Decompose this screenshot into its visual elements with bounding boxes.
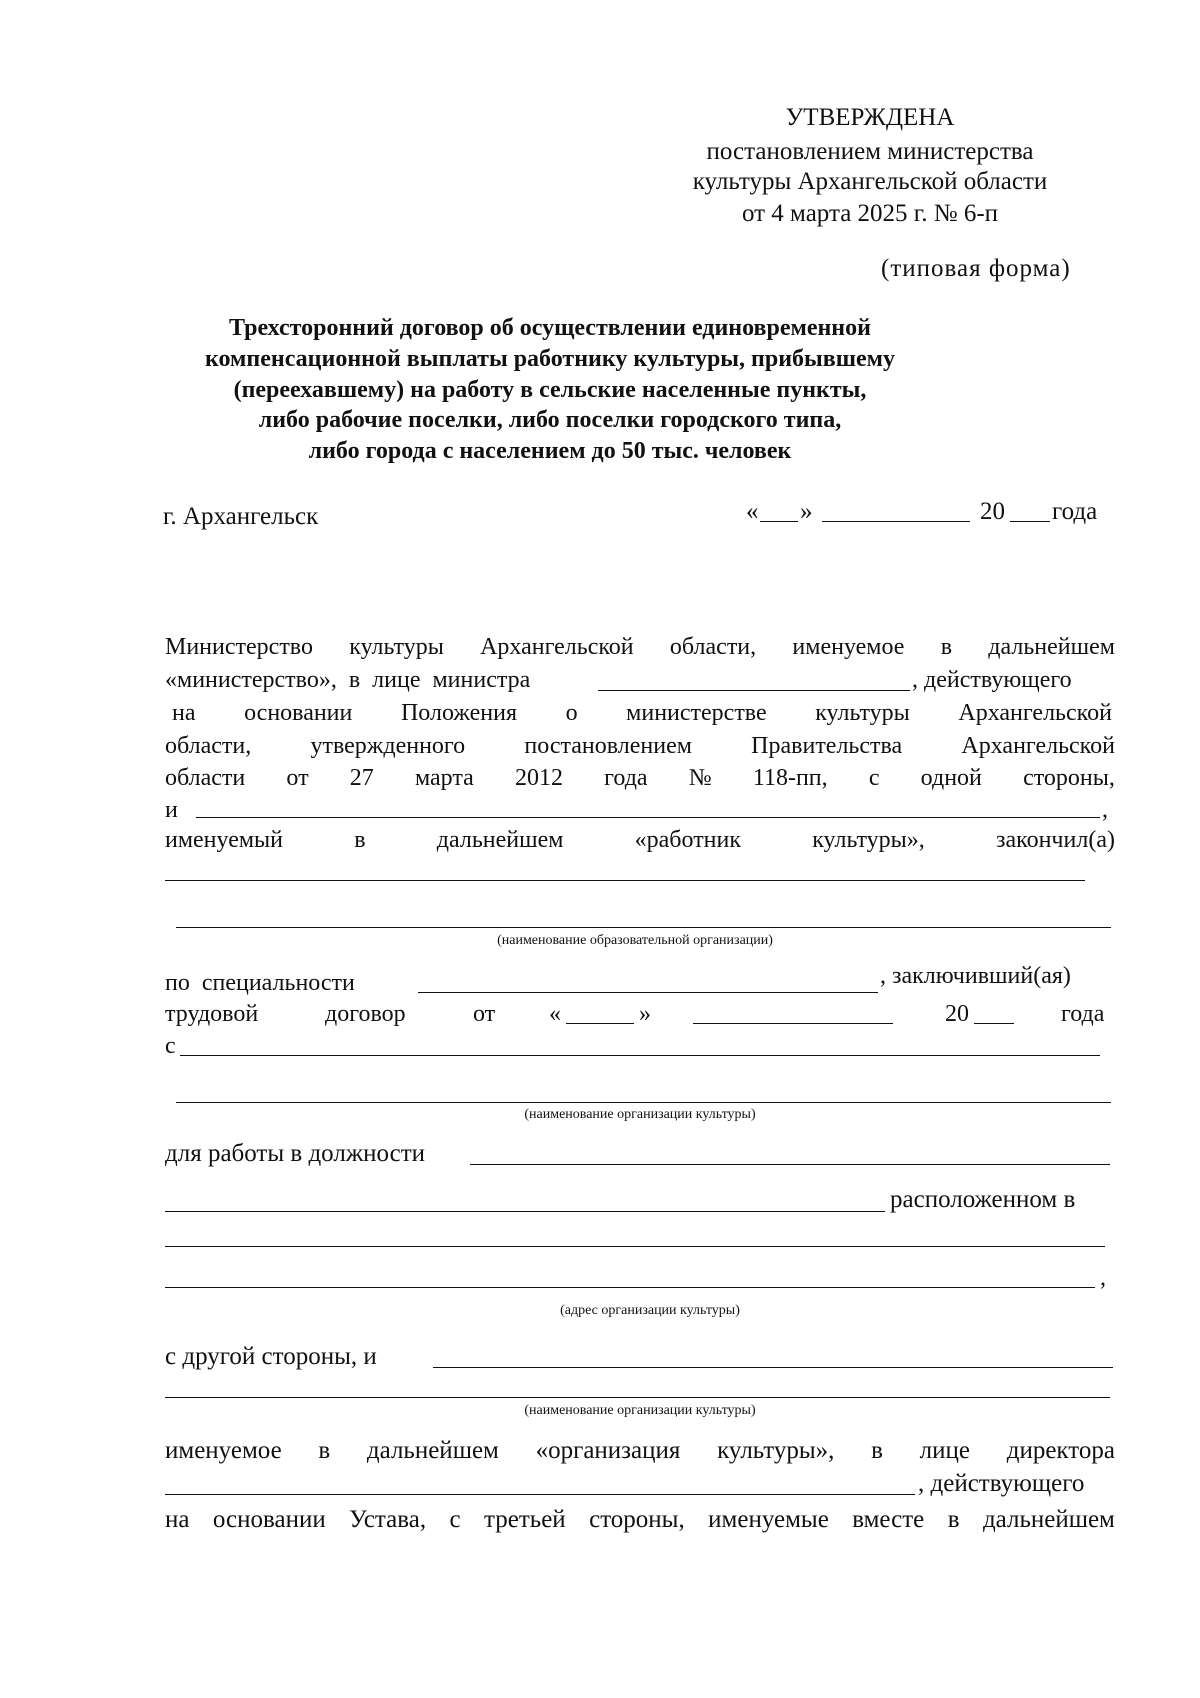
p1-line-4 [165,732,1115,760]
word: 118-пп, [752,765,828,791]
approval-heading: УТВЕРЖДЕНА [785,104,955,131]
word: основании [244,700,353,726]
word: дальнейшем [436,827,564,853]
year-suffix: года [1052,498,1098,525]
third-party-field-2[interactable] [165,1397,1110,1398]
title-line-3: (переехавшему) на работу в сельские населенные пункты, [233,377,867,403]
word: на [172,700,196,726]
with-label: с [165,1033,176,1059]
word: культуры [349,634,444,660]
caption-organization-2: (наименование организации культуры) [524,1403,756,1418]
word: трудовой [165,1001,259,1027]
contract-month-field[interactable] [693,1023,893,1024]
word: именуемое [165,1437,282,1464]
word: директора [1006,1437,1115,1464]
contract-year-suffix: года [1061,1001,1105,1027]
word: Правительства [751,733,903,759]
word: о [565,700,578,726]
year-prefix: 20 [980,498,1005,525]
education-field-2[interactable] [176,927,1111,928]
p1-line-6-end: , [1102,797,1108,823]
date-close-quote: » [800,498,813,525]
address-comma: , [1100,1265,1106,1291]
word: Архангельской [961,733,1115,759]
word: культуры», [717,1437,835,1464]
address-field-2[interactable] [165,1287,1095,1288]
word: именуемое [792,634,905,660]
p1-line-5 [165,764,1115,792]
word: одной [920,765,982,791]
specialty-field[interactable] [418,992,878,993]
word: стороны, [1023,765,1115,791]
word: от [286,765,309,791]
word: именуемый [165,827,284,853]
contract-close-quote: » [639,1001,651,1027]
other-side-label: с другой стороны, и [165,1343,377,1370]
word: «работник [634,827,742,853]
word: закончил(а) [996,827,1115,853]
word: 27 [349,765,374,791]
year-field[interactable] [1010,521,1050,522]
word: в [318,1437,331,1464]
title-line-1: Трехсторонний договор об осуществлении единовременной [229,315,871,341]
title-line-4: либо рабочие поселки, либо поселки городского типа, [258,407,842,433]
word: на [165,1506,190,1533]
organization-field-2[interactable] [176,1102,1111,1103]
word: Положения [400,700,517,726]
word: третьей [484,1506,566,1533]
approval-line-3: от 4 марта 2025 г. № 6-п [741,200,999,227]
education-field-1[interactable] [165,880,1085,881]
p2-line-1 [165,1437,1115,1465]
date-open-quote: « [746,498,759,525]
contract-open-quote: « [549,1001,561,1027]
approval-line-1: постановлением министерства [706,138,1034,165]
word: стороны, [589,1506,685,1533]
month-field[interactable] [822,521,970,522]
word: именуемые [708,1506,829,1533]
word: «организация [535,1437,681,1464]
specialty-label: по специальности [165,970,355,996]
word: в [940,634,953,660]
word: года [604,765,648,791]
address-field-1[interactable] [165,1246,1105,1247]
word: в [871,1437,883,1464]
approval-line-2: культуры Архангельской области [692,168,1048,195]
located-label: расположенном в [890,1186,1076,1213]
p1-line-3 [172,699,1112,727]
minister-name-field[interactable] [598,690,910,691]
word: министерстве [626,700,767,726]
word: области [165,765,246,791]
city: г. Архангельск [163,503,319,530]
word: культуры [815,700,910,726]
position-label: для работы в должности [165,1140,425,1167]
organization-field-1[interactable] [180,1055,1100,1056]
caption-address: (адрес организации культуры) [560,1303,740,1318]
worker-name-field[interactable] [196,817,1100,818]
position-field-2[interactable] [165,1211,885,1212]
contract-year-prefix: 20 [945,1001,969,1027]
word: постановлением [524,733,692,759]
caption-education: (наименование образовательной организации) [497,933,773,948]
p1-line-1 [165,633,1115,661]
word: № [688,765,712,791]
word: в [354,827,366,853]
word: культуры», [812,827,925,853]
word: области, [669,634,757,660]
p1-line-6-start: и [165,797,178,823]
position-field[interactable] [470,1164,1110,1165]
word: утвержденного [310,733,466,759]
director-name-field[interactable] [165,1494,915,1495]
third-party-field[interactable] [433,1367,1113,1368]
word: дальнейшем [982,1506,1115,1533]
word: Министерство [165,634,313,660]
word: Устава, [349,1506,427,1533]
word: области, [165,733,252,759]
p1-line-2-end: , действующего [912,667,1072,693]
word: марта [414,765,474,791]
day-field[interactable] [760,521,798,522]
word: вместе [852,1506,925,1533]
word: Архангельской [480,634,634,660]
contract-day-field[interactable] [566,1023,634,1024]
word: дальнейшем [366,1437,499,1464]
specialty-end: , заключивший(ая) [880,963,1071,989]
p2-line-3 [165,1506,1115,1534]
word: договор [325,1001,406,1027]
word: Архангельской [958,700,1112,726]
p2-line-2-end: , действующего [918,1470,1085,1497]
word: лице [919,1437,970,1464]
word: от [473,1001,496,1027]
contract-line [165,1000,1115,1028]
contract-year-field[interactable] [974,1023,1014,1024]
caption-organization: (наименование организации культуры) [524,1107,756,1122]
word: с [449,1506,461,1533]
p1-line-2-start: «министерство», в лице министра [165,667,531,693]
word: в [947,1506,960,1533]
word: 2012 [514,765,563,791]
p1-line-7 [165,826,1115,854]
form-type: (типовая форма) [881,255,1071,282]
title-line-5: либо города с населением до 50 тыс. человек [308,438,792,464]
word: основании [212,1506,326,1533]
word: с [868,765,880,791]
title-line-2: компенсационной выплаты работнику культуры, прибывшему [205,346,895,372]
word: дальнейшем [988,634,1115,660]
